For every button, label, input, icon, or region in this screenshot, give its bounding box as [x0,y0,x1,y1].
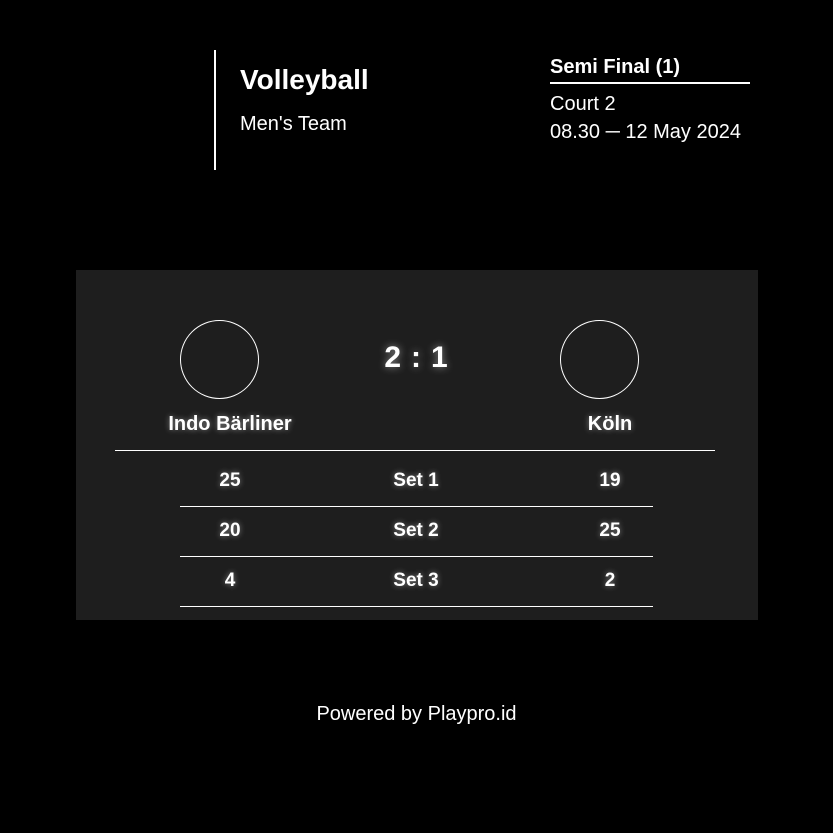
away-sets-won: 1 [431,341,448,374]
match-score [316,340,516,376]
home-sets-won: 2 [384,341,401,374]
home-team-logo [180,320,259,399]
sport-category: Men's Team [240,113,347,135]
match-datetime: 08.30 ─ 12 May 2024 [550,121,741,143]
away-team-name: Köln [587,413,633,435]
set-home-score: 20 [219,520,241,541]
set-label: Set 3 [393,570,439,591]
set-row [180,506,653,557]
powered-by-text: Powered by Playpro.id [316,703,517,725]
set-away-score: 19 [599,470,621,491]
home-team-name: Indo Bärliner [168,413,292,435]
set-home-score: 25 [219,470,241,491]
set-row [180,556,653,607]
sport-title: Volleyball [240,64,369,95]
set-label: Set 2 [393,520,439,541]
match-stage: Semi Final (1) [550,55,750,84]
score-panel [76,270,758,620]
score-separator: : [411,341,421,374]
set-away-score: 2 [604,570,616,591]
away-team-logo [560,320,639,399]
set-label: Set 1 [393,470,439,491]
set-row [180,456,653,507]
panel-divider [115,450,715,451]
match-court: Court 2 [550,93,616,115]
header-divider [214,50,216,170]
set-home-score: 4 [224,570,236,591]
set-away-score: 25 [599,520,621,541]
